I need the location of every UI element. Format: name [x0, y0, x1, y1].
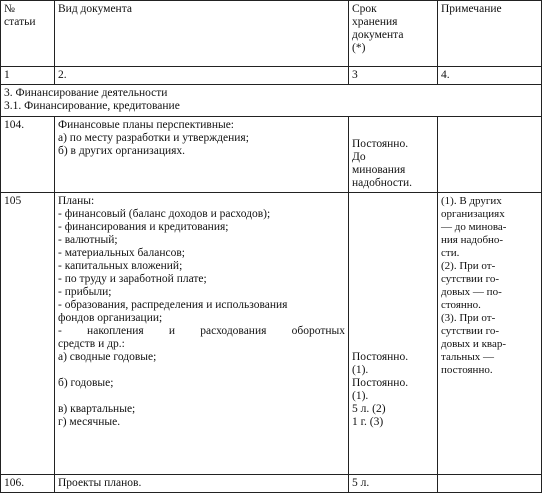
- section-subtitle: 3.1. Финансирование, кредитование: [4, 100, 180, 112]
- column-numbers-row: [1, 67, 542, 85]
- note: [438, 117, 542, 193]
- table-row-106: [1, 475, 542, 493]
- article-number: 106.: [1, 475, 55, 493]
- column-number-4: 4.: [438, 67, 542, 85]
- document-type: Финансовые планы перспективные: а) по месту разработки и утверждения; б) в других организациях.: [55, 117, 349, 193]
- article-number: 104.: [1, 117, 55, 193]
- document-type: Проекты планов.: [55, 475, 349, 493]
- note: [438, 475, 542, 493]
- document-type: Планы: - финансовый (баланс доходов и расходов); - финансирования и кредитования; - валютный; - материальных балансов; - капитальных вложений; - по труду и заработной плате; - прибыли; - образования, распределения и использования фондов организации; - накопления и расходования оборотных средств и др.: а) сводные годовые; б) годовые; в) квартальные; г) месячные.: [55, 193, 349, 475]
- header-note: Примечание: [438, 1, 542, 67]
- table-header-row: [1, 1, 542, 67]
- column-number-3: 3: [349, 67, 438, 85]
- column-number-2: 2.: [55, 67, 349, 85]
- table-row-104: [1, 117, 542, 193]
- section-heading-row: [1, 85, 542, 117]
- section-title: 3. Финансирование деятельности: [4, 87, 168, 99]
- header-retention-term: Срок хранения документа (*): [349, 1, 438, 67]
- header-article-number: № статьи: [1, 1, 55, 67]
- note: (1). В других организациях — до минова- ния надобно- сти. (2). При от- сутствии го- довых — по- стоянно. (3). При от- сутствии го- довых и квар- тальных — постоянно.: [438, 193, 542, 475]
- retention-term: Постоянно. До минования надобности.: [349, 117, 438, 193]
- table-row-105: [1, 193, 542, 475]
- column-number-1: 1: [1, 67, 55, 85]
- section-heading: [1, 85, 542, 117]
- retention-term: Постоянно. (1). Постоянно. (1). 5 л. (2) 1 г. (3): [349, 193, 438, 475]
- article-number: 105: [1, 193, 55, 475]
- header-document-type: Вид документа: [55, 1, 349, 67]
- retention-term: 5 л.: [349, 475, 438, 493]
